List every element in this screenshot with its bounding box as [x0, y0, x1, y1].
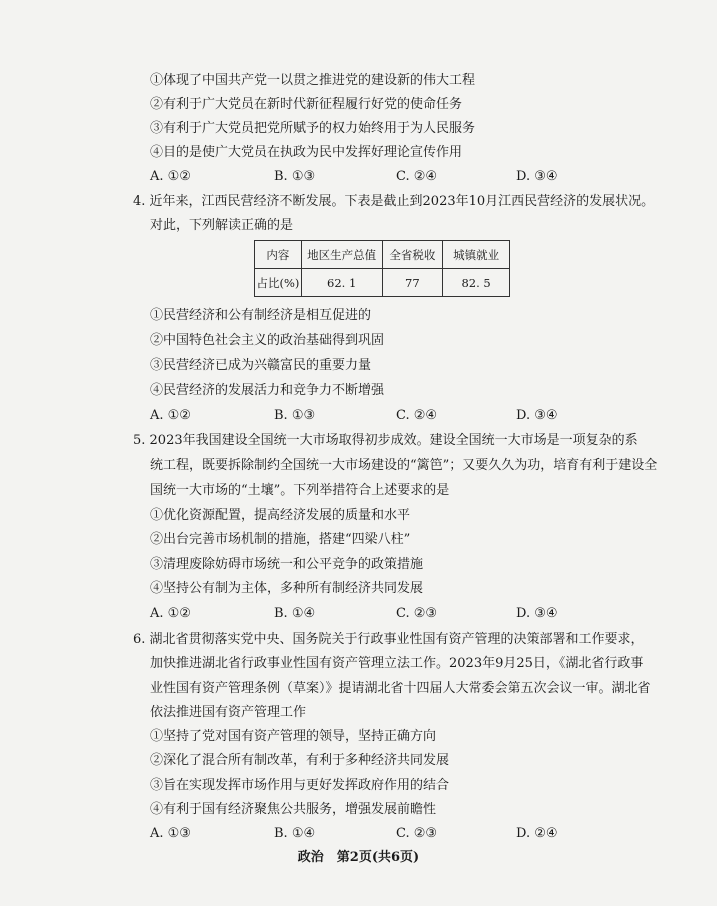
q6-item-4: ④有利于国有经济聚焦公共服务，增强发展前瞻性: [150, 802, 437, 817]
q6-stem-line-3: 业性国有资产管理条例（草案）》提请湖北省十四届人大常委会第五次会议一审。湖北省: [150, 681, 651, 696]
table-header-cell: 内容: [255, 241, 302, 269]
q5-stem-line-3: 国统一大市场的“土壤”。下列举措符合上述要求的是: [150, 483, 450, 498]
q5-option-b: B. ①④: [274, 606, 316, 621]
q3-item-4: ④目的是使广大党员在执政为民中发挥好理论宣传作用: [150, 145, 463, 160]
q3-option-c: C. ②④: [396, 169, 438, 184]
table-header-row: [255, 241, 510, 269]
q4-option-d: D. ③④: [516, 408, 558, 423]
q6-stem-line-4: 依法推进国有资产管理工作: [150, 705, 307, 720]
q5-item-1: ①优化资源配置，提高经济发展的质量和水平: [150, 508, 411, 523]
table-row: [255, 269, 510, 297]
q6-stem-line-2: 加快推进湖北省行政事业性国有资产管理立法工作。2023年9月25日，《湖北省行政事: [150, 656, 644, 671]
q3-option-d: D. ③④: [516, 169, 558, 184]
q4-item-2: ②中国特色社会主义的政治基础得到巩固: [150, 333, 385, 348]
q4-stem-line-1: 4. 近年来，江西民营经济不断发展。下表是截止到2023年10月江西民营经济的发展状况。: [133, 194, 655, 209]
q6-option-a: A. ①③: [150, 826, 191, 841]
q4-stem-line-2: 对此，下列解读正确的是: [150, 218, 294, 233]
q3-item-1: ①体现了中国共产党一以贯之推进党的建设新的伟大工程: [150, 73, 476, 88]
q5-stem-line-2: 统工程，既要拆除制约全国统一大市场建设的“篱笆”；又要久久为功，培育有利于建设全: [150, 458, 658, 473]
q6-option-b: B. ①④: [274, 826, 316, 841]
table-cell: 82. 5: [443, 269, 510, 297]
q3-item-3: ③有利于广大党员把党所赋予的权力始终用于为人民服务: [150, 121, 476, 136]
q6-item-3: ③旨在实现发挥市场作用与更好发挥政府作用的结合: [150, 778, 450, 793]
table-header-cell: 城镇就业: [443, 241, 510, 269]
q6-item-1: ①坚持了党对国有资产管理的领导，坚持正确方向: [150, 729, 437, 744]
q4-option-c: C. ②④: [396, 408, 438, 423]
table-cell: 77: [382, 269, 443, 297]
table-header-cell: 地区生产总值: [301, 241, 382, 269]
q4-option-a: A. ①②: [150, 408, 191, 423]
q3-option-b: B. ①③: [274, 169, 316, 184]
page-footer: 政治 第2页(共6页): [297, 850, 420, 865]
q6-option-d: D. ②④: [516, 826, 558, 841]
q5-option-a: A. ①②: [150, 606, 191, 621]
q5-item-2: ②出台完善市场机制的措施，搭建“四梁八柱”: [150, 532, 411, 547]
table-header-cell: 全省税收: [382, 241, 443, 269]
q4-option-b: B. ①③: [274, 408, 316, 423]
q6-item-2: ②深化了混合所有制改革，有利于多种经济共同发展: [150, 753, 450, 768]
table-cell: 62. 1: [301, 269, 382, 297]
q3-option-a: A. ①②: [150, 169, 191, 184]
q5-item-4: ④坚持公有制为主体，多种所有制经济共同发展: [150, 581, 424, 596]
q5-option-c: C. ②③: [396, 606, 438, 621]
q4-data-table: [254, 240, 510, 297]
table-row-label: 占比(%): [255, 269, 302, 297]
q4-item-4: ④民营经济的发展活力和竞争力不断增强: [150, 383, 385, 398]
q3-item-2: ②有利于广大党员在新时代新征程履行好党的使命任务: [150, 97, 463, 112]
q4-item-3: ③民营经济已成为兴赣富民的重要力量: [150, 358, 372, 373]
q6-option-c: C. ②③: [396, 826, 438, 841]
q6-stem-line-1: 6. 湖北省贯彻落实党中央、国务院关于行政事业性国有资产管理的决策部署和工作要求，: [133, 632, 644, 647]
q4-item-1: ①民营经济和公有制经济是相互促进的: [150, 308, 372, 323]
q5-stem-line-1: 5. 2023年我国建设全国统一大市场取得初步成效。建设全国统一大市场是一项复杂的系: [133, 433, 638, 448]
q5-item-3: ③清理废除妨碍市场统一和公平竞争的政策措施: [150, 557, 424, 572]
q5-option-d: D. ③④: [516, 606, 558, 621]
